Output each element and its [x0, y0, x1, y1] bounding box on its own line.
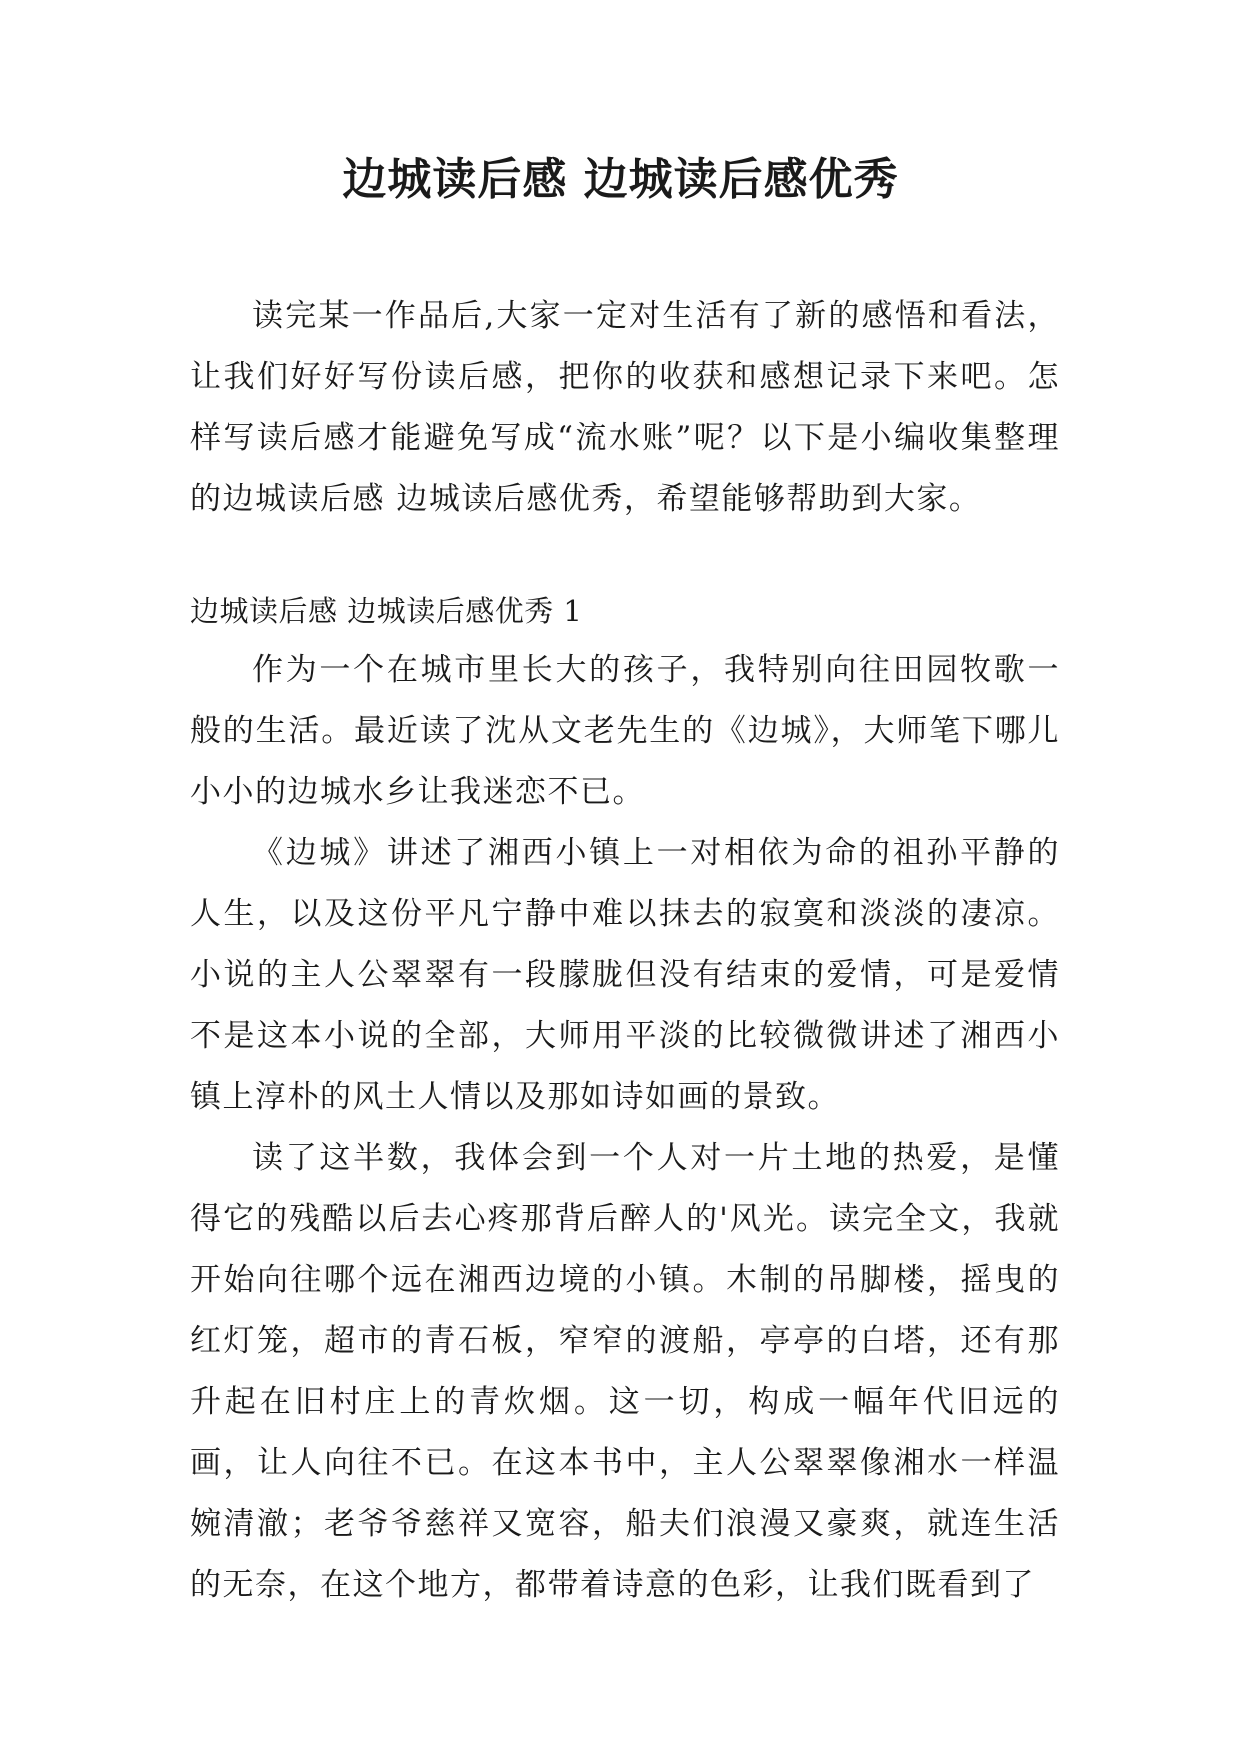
section-heading: 边城读后感 边城读后感优秀 1 — [190, 594, 583, 628]
body-paragraph-3: 读了这半数，我体会到一个人对一片土地的热爱，是懂得它的残酷以后去心疼那背后醉人的'风光。读完全文，我就开始向往哪个远在湘西边境的小镇。木制的吊脚楼，摇曳的红灯笼，超市的青石板，窄窄的渡船，亭亭的白塔，还有那升起在旧村庄上的青炊烟。这一切，构成一幅年代旧远的画，让人向往不已。在这本书中，主人公翠翠像湘水一样温婉清澈；老爷爷慈祥又宽容，船夫们浪漫又豪爽，就连生活的无奈，在这个地方，都带着诗意的色彩，让我们既看到了 — [190, 1140, 1060, 1603]
intro-paragraph: 读完某一作品后,大家一定对生活有了新的感悟和看法，让我们好好写份读后感，把你的收获和感想记录下来吧。怎样写读后感才能避免写成“流水账”呢？以下是小编收集整理的边城读后感 边城读后感优秀，希望能够帮助到大家。 — [190, 298, 1060, 517]
body-paragraph-2: 《边城》讲述了湘西小镇上一对相依为命的祖孙平静的人生，以及这份平凡宁静中难以抹去的寂寞和淡淡的凄凉。小说的主人公翠翠有一段朦胧但没有结束的爱情，可是爱情不是这本小说的全部，大师用平淡的比较微微讲述了湘西小镇上淳朴的风土人情以及那如诗如画的景致。 — [190, 835, 1060, 1115]
document-title: 边城读后感 边城读后感优秀 — [342, 154, 899, 205]
document-body — [190, 286, 1060, 1616]
body-paragraph-1: 作为一个在城市里长大的孩子，我特别向往田园牧歌一般的生活。最近读了沈从文老先生的《边城》，大师笔下哪儿小小的边城水乡让我迷恋不已。 — [190, 652, 1060, 810]
